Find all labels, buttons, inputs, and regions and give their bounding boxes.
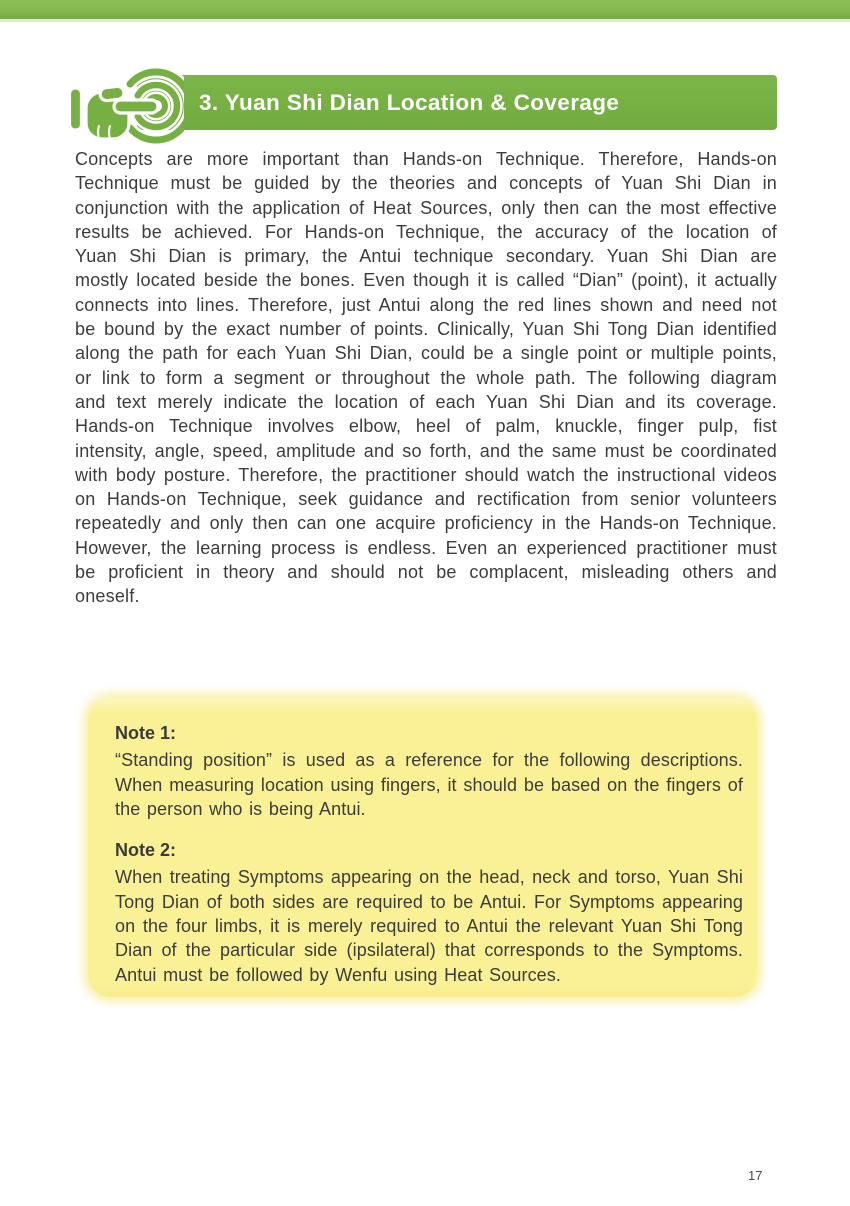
notes-box	[88, 698, 757, 997]
top-accent-strip	[0, 0, 850, 19]
note-1-label: Note 1:	[115, 723, 177, 743]
hand-press-target-icon	[66, 60, 184, 150]
note-item-2	[115, 838, 743, 987]
note-2-text: When treating Symptoms appearing on the head, neck and torso, Yuan Shi Tong Dian of both sides are required to be Antui. For Symptoms appearing on the four limbs, it is merely required to Antui the relevant Yuan Shi Tong Dian of the particular side (ipsilateral) that corresponds to the Symptoms. Antui must be followed by Wenfu using Heat Sources.	[115, 867, 743, 985]
section-header-banner	[137, 75, 777, 130]
note-1-text: “Standing position” is used as a reference for the following descriptions. When measuring location using fingers, it should be based on the fingers of the person who is being Antui.	[115, 750, 743, 819]
note-2-label: Note 2:	[115, 840, 177, 861]
section-title: 3. Yuan Shi Dian Location & Coverage	[199, 89, 620, 115]
note-item-1	[115, 721, 743, 821]
page-number: 17	[748, 1168, 763, 1183]
body-paragraph: Concepts are more important than Hands-on Technique. Therefore, Hands-on Technique must be guided by the theories and concepts of Yuan Shi Dian in conjunction with the application of Heat Sources, only then can the most effective results be achieved. For Hands-on Technique, the accuracy of the location of Yuan Shi Dian is primary, the Antui technique secondary. Yuan Shi Dian are mostly located beside the bones. Even though it is called “Dian” (point), it actually connects into lines. Therefore, just Antui along the red lines shown and need not be bound by the exact number of points. Clinically, Yuan Shi Tong Dian identified along the path for each Yuan Shi Dian, could be a single point or multiple points, or link to form a segment or throughout the whole path. The following diagram and text merely indicate the location of each Yuan Shi Dian and its coverage. Hands-on Technique involves elbow, heel of palm, knuckle, finger pulp, fist intensity, angle, speed, amplitude and so forth, and the same must be coordinated with body posture. Therefore, the practitioner should watch the instructional videos on Hands-on Technique, seek guidance and rectification from senior volunteers repeatedly and only then can one acquire proficiency in the Hands-on Technique. However, the learning process is endless. Even an experienced practitioner must be proficient in theory and should not be complacent, misleading others and oneself.	[75, 149, 777, 607]
